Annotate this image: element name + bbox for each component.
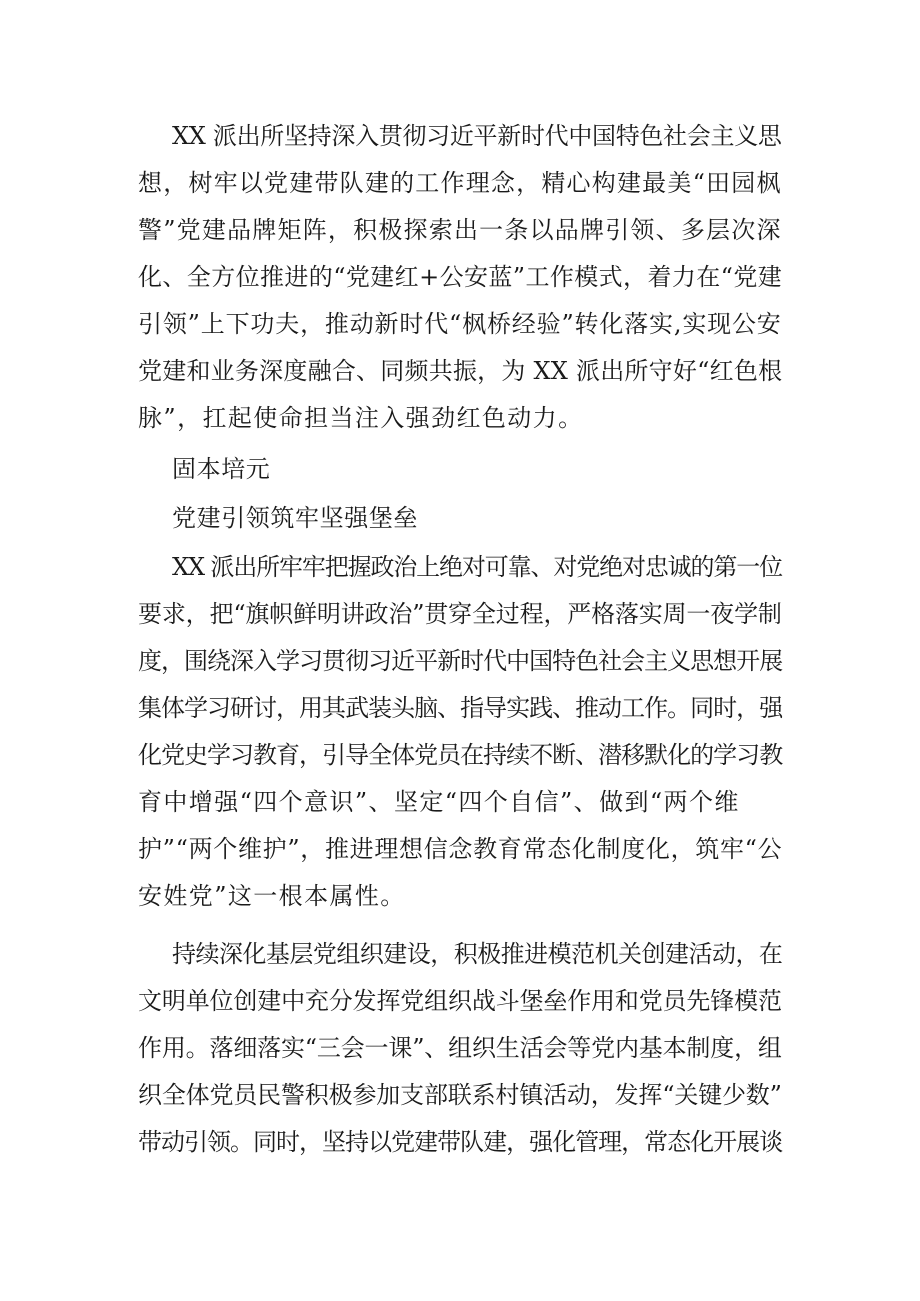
paragraph-2-line-6: 育中增强“四个意识”、坚定“四个自信”、做到“两个维 <box>138 788 740 816</box>
paragraph-3-line-4: 织全体党员民警积极参加支部联系村镇活动，发挥“关键少数” <box>138 1081 782 1109</box>
paragraph-2-line-8: 安姓党”这一根本属性。 <box>138 882 406 910</box>
paragraph-1-line-4: 化、全方位推进的“党建红+公安蓝”工作模式，着力在“党建 <box>138 263 783 291</box>
paragraph-1-line-3: 警”党建品牌矩阵，积极探索出一条以品牌引领、多层次深 <box>138 216 782 244</box>
paragraph-3-line-5: 带动引领。同时，坚持以党建带队建，强化管理，常态化开展谈 <box>138 1128 783 1156</box>
paragraph-3-line-1: 持续深化基层党组织建设，积极推进模范机关创建活动，在 <box>172 940 783 968</box>
paragraph-1-line-5: 引领”上下功夫，推动新时代“枫桥经验”转化落实,实现公安 <box>138 310 782 338</box>
paragraph-2-line-4: 集体学习研讨，用其武装头脑、指导实践、推动工作。同时，强 <box>138 694 783 722</box>
paragraph-3-line-3: 作用。落细落实“三会一课”、组织生活会等党内基本制度，组 <box>138 1034 782 1062</box>
paragraph-2-line-7: 护”“两个维护”，推进理想信念教育常态化制度化，筑牢“公 <box>138 835 783 863</box>
paragraph-2-line-3: 度，围绕深入学习贯彻习近平新时代中国特色社会主义思想开展 <box>138 647 783 675</box>
paragraph-1-line-1: XX 派出所坚持深入贯彻习近平新时代中国特色社会主义思 <box>172 122 782 150</box>
paragraph-2-line-1: XX 派出所牢牢把握政治上绝对可靠、对党绝对忠诚的第一位 <box>172 553 782 581</box>
paragraph-1-line-7: 脉”，扛起使命担当注入强劲红色动力。 <box>138 404 584 432</box>
paragraph-1-line-2: 想，树牢以党建带队建的工作理念，精心构建最美“田园枫 <box>138 169 782 197</box>
section-subheading: 党建引领筑牢坚强堡垒 <box>172 504 418 532</box>
paragraph-1-line-6: 党建和业务深度融合、同频共振，为 XX 派出所守好“红色根 <box>138 357 783 385</box>
paragraph-2-line-2: 要求，把“旗帜鲜明讲政治”贯穿全过程，严格落实周一夜学制 <box>138 600 782 628</box>
paragraph-3-line-2: 文明单位创建中充分发挥党组织战斗堡垒作用和党员先锋模范 <box>138 987 782 1015</box>
section-heading: 固本培元 <box>172 455 271 483</box>
paragraph-2-line-5: 化党史学习教育，引导全体党员在持续不断、潜移默化的学习教 <box>138 741 783 769</box>
